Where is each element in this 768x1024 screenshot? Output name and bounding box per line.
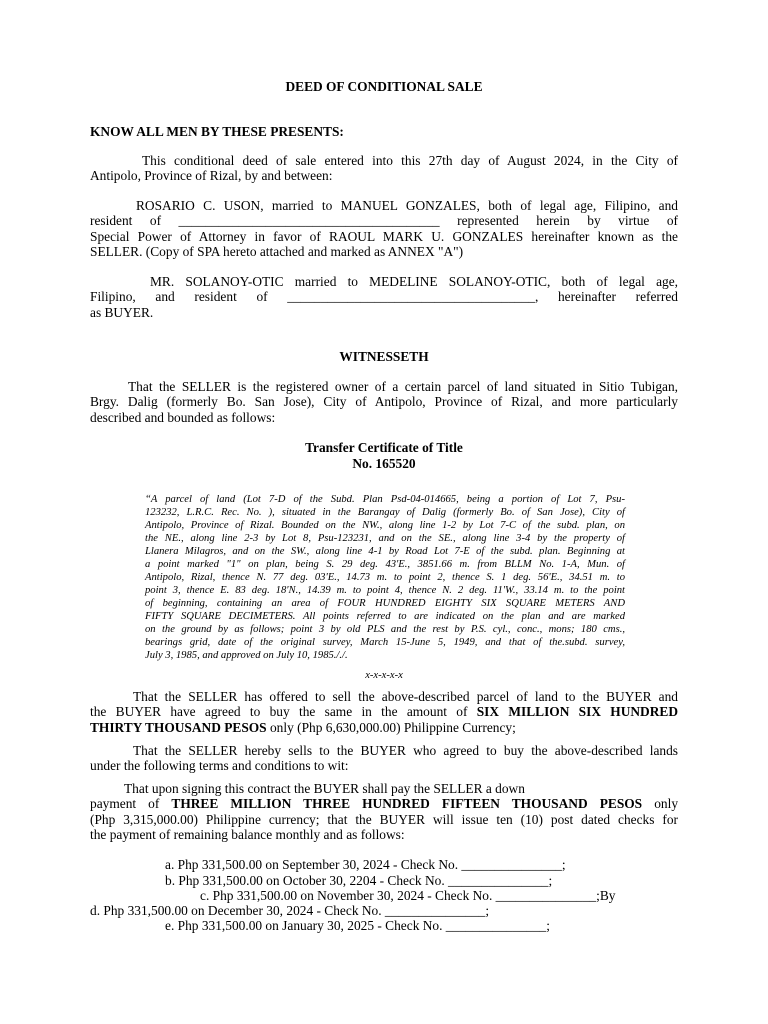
offer-line-3 (90, 720, 678, 735)
seller-line-2: resident of _______________________________________ represented herein by virtue of (90, 213, 678, 229)
land-desc-line: of beginning, containing an area of FOUR HUNDRED EIGHTY SIX SQUARE METERS AND (145, 598, 625, 609)
payment-item: a. Php 331,500.00 on September 30, 2024 - Check No. _______________; (165, 857, 566, 872)
land-desc-line: FIFTY SQUARE DECIMETERS. All points referred to are indicated on the plan and are marked (145, 611, 625, 622)
offer-line-3-text: only (Php 6,630,000.00) Philippine Currency; (266, 719, 516, 735)
document-title: DEED OF CONDITIONAL SALE (285, 79, 483, 94)
land-desc-line: point 3, thence E. 83 deg. 18'N., 14.39 m. to point 4, thence N. 2 deg. 11'W., 33.14 m. to the point (145, 585, 625, 596)
tct-number: No. 165520 (352, 456, 416, 471)
separator: x-x-x-x-x (365, 670, 403, 681)
seller-line-1: ROSARIO C. USON, married to MANUEL GONZALES, both of legal age, Filipino, and (136, 198, 678, 213)
offer-line-2-text: the BUYER have agreed to buy the same in the amount of (90, 704, 477, 720)
buyer-paragraph (90, 274, 678, 320)
payment-item: e. Php 331,500.00 on January 30, 2025 - Check No. _______________; (165, 918, 550, 933)
offer-line-1: That the SELLER has offered to sell the above-described parcel of land to the BUYER and (133, 689, 678, 704)
down-line-4: the payment of remaining balance monthly and as follows: (90, 827, 405, 843)
buyer-line-2: Filipino, and resident of _____________________________________, hereinafter referred (90, 289, 678, 305)
down-line-2-text: payment of (90, 796, 172, 812)
intro-line-2: Antipolo, Province of Rizal, by and between: (90, 168, 333, 184)
know-all-heading: KNOW ALL MEN BY THESE PRESENTS: (90, 124, 344, 139)
witnesseth-heading: WITNESSETH (339, 349, 429, 364)
intro-line-1: This conditional deed of sale entered into this 27th day of August 2024, in the City of (142, 153, 678, 168)
owner-line-2: Brgy. Dalig (formerly Bo. San Jose), City of Antipolo, Province of Rizal, and more particularly (90, 394, 678, 410)
tct-title: Transfer Certificate of Title (305, 440, 463, 455)
offer-amount-words-1: SIX MILLION SIX HUNDRED (476, 704, 678, 720)
intro-paragraph (90, 153, 678, 184)
payment-item: b. Php 331,500.00 on October 30, 2204 - Check No. _______________; (165, 873, 553, 888)
offer-amount-words-2: THIRTY THOUSAND PESOS (90, 719, 267, 735)
land-desc-line: Llanera Milagros, and on the SW., along line 4-1 by Road Lot 7-E of the subd. plan. Beginning at (145, 546, 625, 557)
land-desc-line: a point marked "1" on plan, being S. 29 deg. 43'E., 3851.66 m. from BLLM No. 1-A, Mun. of (145, 559, 625, 570)
seller-paragraph (90, 198, 678, 260)
terms-line-2: under the following terms and conditions to wit: (90, 758, 349, 774)
offer-line-2 (90, 704, 678, 719)
down-payment-paragraph (90, 781, 678, 843)
payment-item: d. Php 331,500.00 on December 30, 2024 - Check No. _______________; (90, 903, 490, 918)
owner-line-1: That the SELLER is the registered owner of a certain parcel of land situated in Sitio Tubigan, (128, 379, 678, 394)
down-line-2 (90, 796, 678, 811)
land-desc-line: the NE., along line 2-3 by Lot 8, Psu-123231, and on the SE., along line 3-4 by the property of (145, 533, 625, 544)
seller-line-4: SELLER. (Copy of SPA hereto attached and marked as ANNEX "A") (90, 244, 464, 260)
land-desc-line: on the ground by as follows; point 3 by old PLS and the rest by P.S. cyl., conc., mons; 180 cms., (145, 624, 625, 635)
payment-item: c. Php 331,500.00 on November 30, 2024 - Check No. _______________;By (200, 888, 616, 903)
buyer-line-3: as BUYER. (90, 304, 154, 320)
down-line-3: (Php 3,315,000.00) Philippine currency; that the BUYER will issue ten (10) post dated checks for (90, 811, 678, 827)
terms-line-1: That the SELLER hereby sells to the BUYER who agreed to buy the above-described lands (133, 743, 678, 758)
terms-paragraph (90, 743, 678, 774)
land-desc-line: 123232, L.R.C. Rec. No. ), situated in the Barangay of Dalig (formerly Bo. of San Jose), City of (145, 507, 625, 518)
land-desc-line: Antipolo, Province of Rizal. Bounded on the NW., along line 1-2 by Lot 7-C of the subd. plan, on (145, 520, 625, 531)
down-line-2-post: only (642, 796, 679, 812)
land-desc-line: “A parcel of land (Lot 7-D of the Subd. Plan Psd-04-014665, being a portion of Lot 7, Psu- (145, 494, 625, 505)
land-desc-line: bearings grid, date of the original survey, March 15-June 5, 1949, and that of the.subd. survey, (145, 637, 625, 648)
land-desc-line: July 3, 1985, and approved on July 10, 1985././. (145, 650, 348, 661)
buyer-line-1: MR. SOLANOY-OTIC married to MEDELINE SOLANOY-OTIC, both of legal age, (150, 274, 678, 289)
seller-line-3: Special Power of Attorney in favor of RAOUL MARK U. GONZALES hereinafter known as the (90, 228, 678, 244)
down-line-1: That upon signing this contract the BUYER shall pay the SELLER a down (124, 781, 525, 796)
owner-line-3: described and bounded as follows: (90, 409, 276, 425)
down-amount-words: THREE MILLION THREE HUNDRED FIFTEEN THOUSAND PESOS (171, 796, 643, 812)
owner-paragraph (90, 379, 678, 425)
land-desc-line: Antipolo, Rizal, thence N. 77 deg. 03'E., 14.73 m. to point 2, thence S. 1 deg. 56'E., 34.51 m. to (145, 572, 625, 583)
offer-paragraph (90, 689, 678, 735)
land-description (145, 493, 625, 662)
